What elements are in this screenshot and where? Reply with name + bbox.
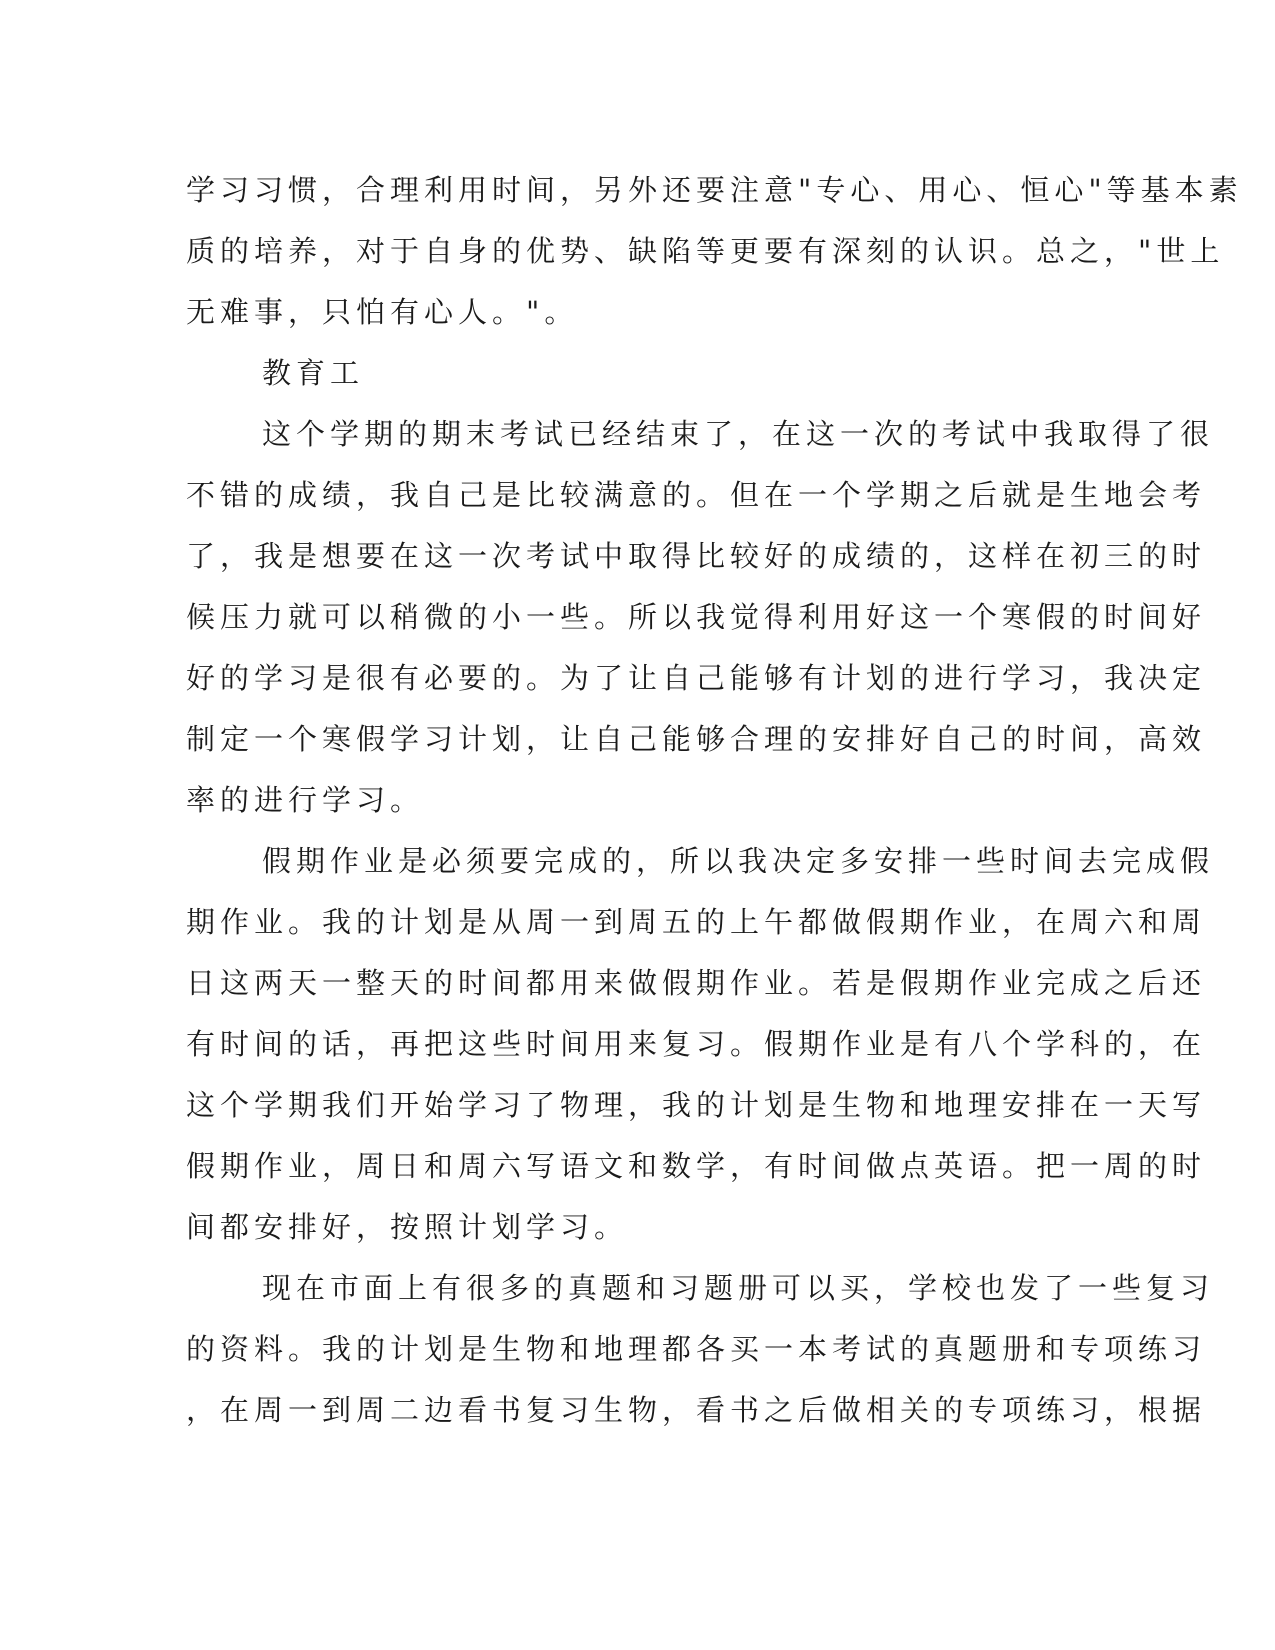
text-line: 的资料。我的计划是生物和地理都各买一本考试的真题册和专项练习 — [186, 1332, 1207, 1366]
text-line: 制定一个寒假学习计划，让自己能够合理的安排好自己的时间，高效 — [186, 722, 1207, 756]
text-line: 假期作业，周日和周六写语文和数学，有时间做点英语。把一周的时 — [186, 1149, 1207, 1183]
text-line: 假期作业是必须要完成的，所以我决定多安排一些时间去完成假 — [262, 844, 1215, 878]
text-line: 这个学期的期末考试已经结束了，在这一次的考试中我取得了很 — [262, 417, 1215, 451]
text-line: ，在周一到周二边看书复习生物，看书之后做相关的专项练习，根据 — [186, 1393, 1207, 1427]
text-line: 了，我是想要在这一次考试中取得比较好的成绩的，这样在初三的时 — [186, 539, 1207, 573]
text-line: 这个学期我们开始学习了物理，我的计划是生物和地理安排在一天写 — [186, 1088, 1207, 1122]
text-line: 日这两天一整天的时间都用来做假期作业。若是假期作业完成之后还 — [186, 966, 1207, 1000]
text-line: 好的学习是很有必要的。为了让自己能够有计划的进行学习，我决定 — [186, 661, 1207, 695]
text-line: 期作业。我的计划是从周一到周五的上午都做假期作业，在周六和周 — [186, 905, 1207, 939]
text-line: 有时间的话，再把这些时间用来复习。假期作业是有八个学科的，在 — [186, 1027, 1207, 1061]
text-line: 间都安排好，按照计划学习。 — [186, 1210, 629, 1244]
text-line: 率的进行学习。 — [186, 783, 425, 817]
body-text — [186, 160, 1243, 1441]
section-heading: 教育工 — [262, 356, 365, 390]
text-line: 现在市面上有很多的真题和习题册可以买，学校也发了一些复习 — [262, 1271, 1215, 1305]
text-line: 学习习惯，合理利用时间，另外还要注意"专心、用心、恒心"等基本素 — [186, 173, 1243, 207]
text-line: 质的培养，对于自身的优势、缺陷等更要有深刻的认识。总之，"世上 — [186, 234, 1225, 268]
text-line: 无难事，只怕有心人。"。 — [186, 295, 579, 329]
text-line: 不错的成绩，我自己是比较满意的。但在一个学期之后就是生地会考 — [186, 478, 1207, 512]
text-line: 候压力就可以稍微的小一些。所以我觉得利用好这一个寒假的时间好 — [186, 600, 1207, 634]
